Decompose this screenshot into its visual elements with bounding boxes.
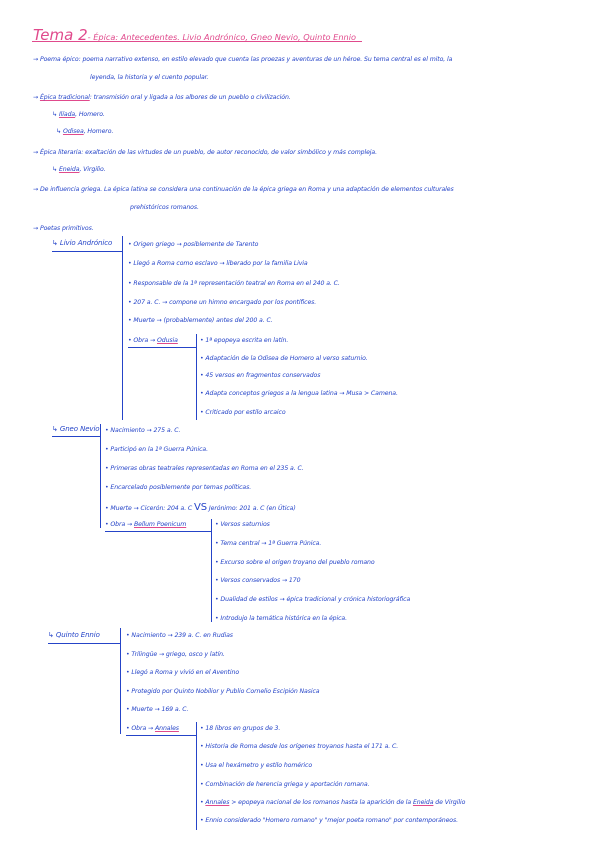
- ennio-item: • Llegó a Roma y vivió en el Aventino: [126, 669, 240, 676]
- title-rest: - Épica: Antecedentes. Livio Andrónico, Gneo Nevio, Quinto Ennio: [87, 32, 357, 42]
- ennio-item: • Protegido por Quinto Nobilior y Publio Cornelio Escipión Nasica: [126, 688, 320, 695]
- livio-bracket: [122, 236, 123, 420]
- odisea-text: , Homero.: [83, 128, 114, 135]
- epica-tradicional-label: Épica tradicional: [39, 94, 90, 101]
- annales-title: Annales: [154, 725, 179, 732]
- ennio-bracket-top: [48, 643, 120, 644]
- nevio-bracket-top: [52, 436, 100, 437]
- iliada-label: Ilíada: [58, 111, 76, 118]
- livio-bracket-top: [52, 251, 122, 252]
- bellum-item: • Introdujo la temática histórica en la épica.: [215, 615, 347, 622]
- ennio-item: • Trilingüe → griego, osco y latín.: [126, 651, 225, 658]
- bellum-item: • Tema central → 1ª Guerra Púnica.: [215, 540, 322, 547]
- ennio-name: Quinto Ennio: [55, 631, 100, 639]
- annales-label: Annales: [205, 799, 230, 806]
- livio-heading: [52, 240, 112, 247]
- ennio-bracket: [120, 628, 121, 734]
- ennio-item: • Nacimiento → 239 a. C. en Rudias: [126, 632, 233, 639]
- ennio-obra: [126, 726, 179, 732]
- versus-mark: VS: [194, 502, 208, 513]
- odusia-item: • Criticado por estilo arcaico: [200, 409, 286, 416]
- ennio-item: • Muerte → 169 a. C.: [126, 706, 189, 713]
- obra-prefix: • Obra →: [105, 521, 133, 528]
- poema-epico-line-2: leyenda, la historia y el cuento popular.: [90, 74, 209, 81]
- odusia-item: • 1ª epopeya escrita en latín.: [200, 337, 289, 344]
- sub-arrow-icon: ↳: [52, 111, 59, 118]
- nevio-item: • Primeras obras teatrales representadas en Roma en el 235 a. C.: [105, 465, 304, 472]
- annales-bracket: [196, 722, 197, 830]
- nevio-bracket: [100, 424, 101, 528]
- sub-arrow-icon: ↳: [52, 239, 60, 247]
- bellum-item: • Dualidad de estilos → épica tradicional y crónica historiográfica: [215, 596, 411, 603]
- influencia-line-2: prehistóricos romanos.: [130, 204, 199, 211]
- bellum-item: • Excurso sobre el origen troyano del pueblo romano: [215, 559, 375, 566]
- livio-item: • Origen griego → posiblemente de Tarento: [128, 241, 259, 248]
- epica-literaria-line: → Épica literaria: exaltación de las virtudes de un pueblo, de autor reconocido, de valor simbólico y más compleja.: [33, 149, 377, 156]
- odusia-bracket: [196, 334, 197, 420]
- poema-epico-line-1: → Poema épico: poema narrativo extenso, en estilo elevado que cuenta las proezas y aventuras de un héroe. Su tema central es el mito, la: [33, 56, 453, 63]
- bellum-item: • Versos conservados → 170: [215, 577, 301, 584]
- livio-name: Livio Andrónico: [59, 239, 113, 247]
- odisea-line: [56, 129, 113, 135]
- nevio-heading: [52, 426, 99, 433]
- epica-tradicional-line: [33, 95, 291, 101]
- bellum-bracket: [211, 519, 212, 622]
- odusia-item: • 45 versos en fragmentos conservados: [200, 372, 321, 379]
- livio-item: • Muerte → (probablemente) antes del 200 a. C.: [128, 317, 273, 324]
- poetas-primitivos: → Poetas primitivos.: [33, 225, 94, 232]
- bellum-bracket-top: [105, 531, 211, 532]
- annales-considerado: • Ennio considerado "Homero romano" y "mejor poeta romano" por contemporáneos.: [200, 817, 458, 824]
- bellum-item: • Versos saturnios: [215, 521, 270, 528]
- annales-eneida: Eneida: [412, 799, 434, 806]
- annales-mid: > epopeya nacional de los romanos hasta la aparición de la: [229, 799, 413, 806]
- ennio-heading: [48, 632, 100, 639]
- livio-obra: [128, 338, 178, 344]
- title-underline: [32, 41, 362, 42]
- obra-prefix: • Obra →: [128, 337, 156, 344]
- bellum-poenicum-title: Bellum Poenicum: [133, 521, 187, 528]
- epica-tradicional-text: : transmisión oral y ligada a los albores de un pueblo o civilización.: [89, 94, 291, 101]
- sub-arrow-icon: ↳: [52, 166, 59, 173]
- annales-bracket-top: [126, 735, 196, 736]
- nevio-item: • Nacimiento → 275 a. C.: [105, 427, 181, 434]
- sub-arrow-icon: ↳: [56, 128, 63, 135]
- nevio-obra: [105, 522, 186, 528]
- iliada-text: , Homero.: [75, 111, 105, 118]
- arrow-icon: →: [33, 94, 40, 101]
- title-tema: Tema 2: [33, 26, 88, 44]
- odusia-title: Odusia: [156, 337, 178, 344]
- odusia-bracket-top: [128, 347, 196, 348]
- eneida-line: [52, 167, 106, 173]
- sub-arrow-icon: ↳: [52, 425, 60, 433]
- nevio-muerte: [105, 503, 296, 513]
- sub-arrow-icon: ↳: [48, 631, 56, 639]
- odusia-item: • Adaptación de la Odisea de Homero al verso saturnio.: [200, 355, 368, 362]
- annales-end: de Virgilio: [433, 799, 466, 806]
- livio-item: • 207 a. C. → compone un himno encargado por los pontífices.: [128, 299, 317, 306]
- iliada-line: [52, 112, 105, 118]
- obra-prefix: • Obra →: [126, 725, 154, 732]
- annales-item: • Historia de Roma desde los orígenes troyanos hasta el 171 a. C.: [200, 743, 399, 750]
- annales-item: • Combinación de herencia griega y aportación romana.: [200, 781, 370, 788]
- odisea-label: Odisea: [62, 128, 84, 135]
- bullet: •: [200, 799, 206, 806]
- nevio-item: • Participó en la 1ª Guerra Púnica.: [105, 446, 208, 453]
- annales-epopeya: [200, 800, 465, 806]
- muerte-jeronimo: Jerónimo: 201 a. C (en Útica): [208, 505, 296, 512]
- livio-item: • Responsable de la 1ª representación teatral en Roma en el 240 a. C.: [128, 280, 340, 287]
- influencia-line-1: → De influencia griega. La épica latina se considera una continuación de la épica griega en Roma y una adaptación de elementos culturales: [33, 186, 454, 193]
- nevio-item: • Encarcelado posiblemente por temas políticas.: [105, 484, 252, 491]
- odusia-item: • Adapta conceptos griegos a la lengua latina → Musa > Camena.: [200, 390, 398, 397]
- annales-item: • 18 libros en grupos de 3.: [200, 725, 281, 732]
- muerte-ciceron: • Muerte → Cicerón: 204 a. C: [105, 505, 193, 512]
- eneida-text: , Virgilio.: [79, 166, 106, 173]
- annales-item: • Usa el hexámetro y estilo homérico: [200, 762, 313, 769]
- livio-item: • Llegó a Roma como esclavo → liberado por la familia Livia: [128, 260, 308, 267]
- nevio-name: Gneo Nevio: [59, 425, 100, 433]
- eneida-label: Eneida: [58, 166, 80, 173]
